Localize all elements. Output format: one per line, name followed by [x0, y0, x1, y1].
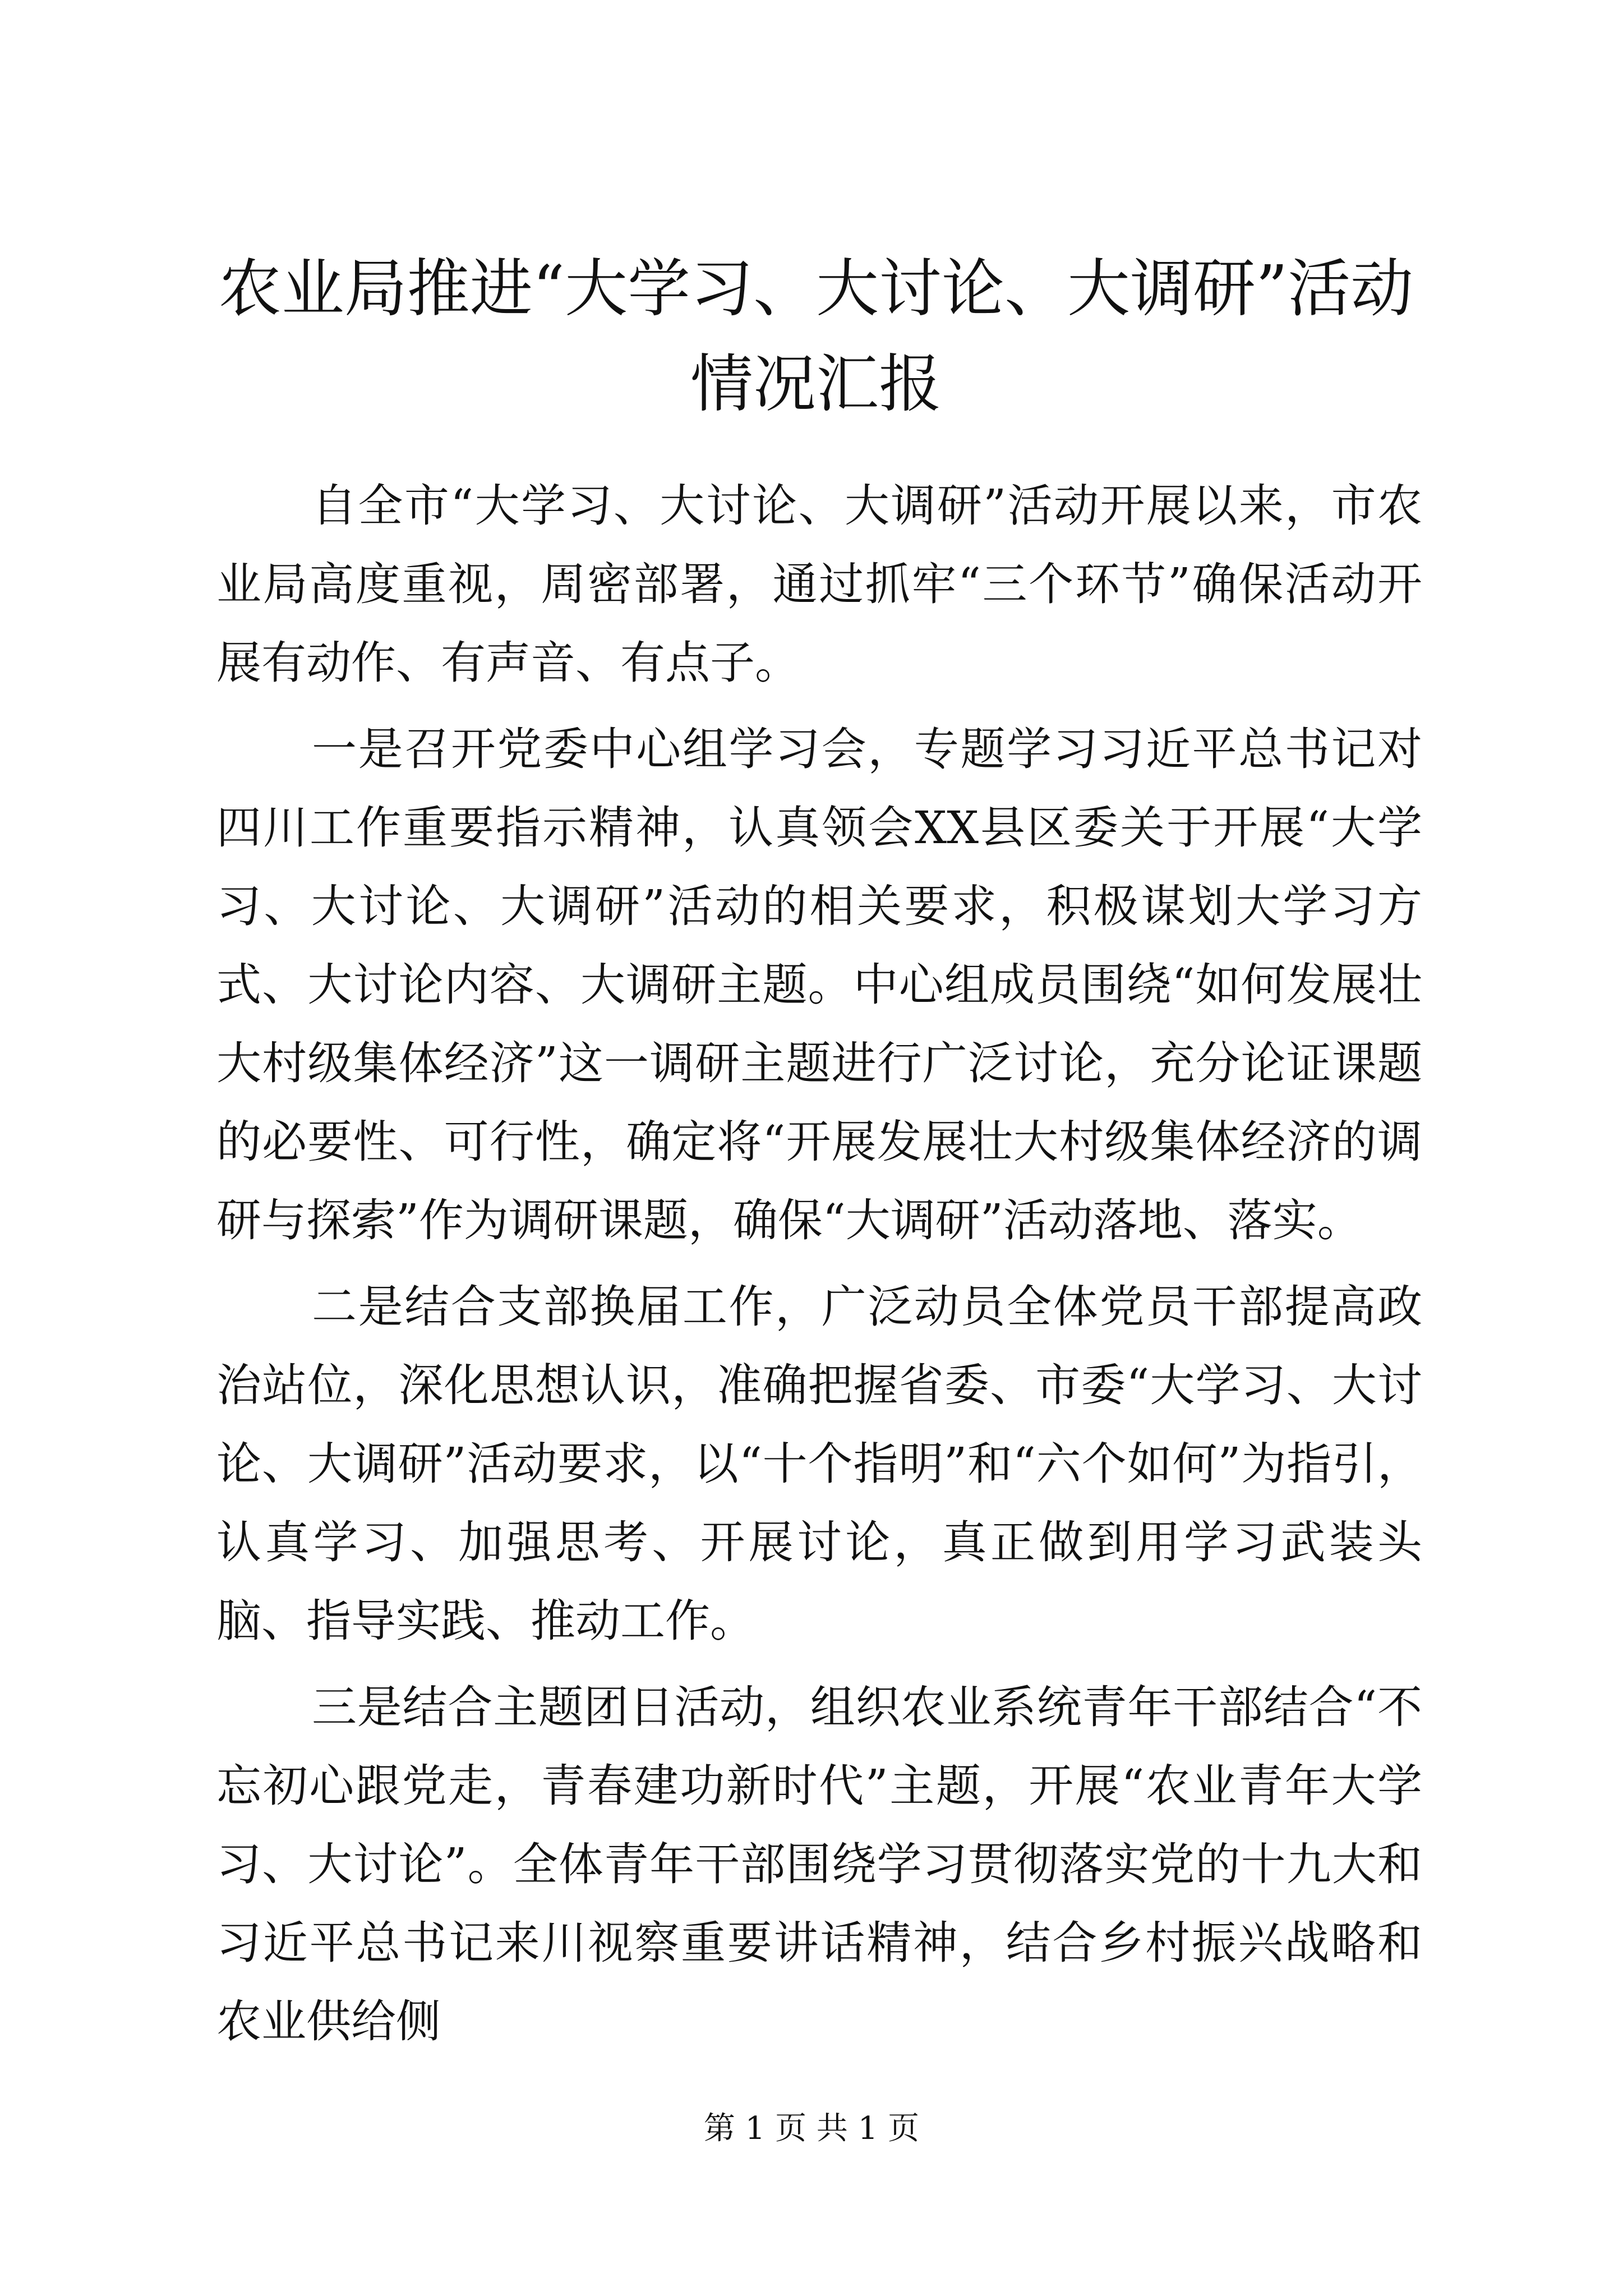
paragraph-two: 二是结合支部换届工作，广泛动员全体党员干部提高政治站位，深化思想认识，准确把握省委、市委“大学习、大讨论、大调研”活动要求，以“十个指明”和“六个如何”为指引，认真学习、加强思考、开展讨论，真正做到用学习武装头脑、指导实践、推动工作。 [216, 1281, 1422, 1647]
title-line-2: 情况汇报 [690, 348, 942, 421]
paragraph-intro: 自全市“大学习、大讨论、大调研”活动开展以来，市农业局高度重视，周密部署，通过抓牢“三个环节”确保活动开展有动作、有声音、有点子。 [216, 480, 1422, 689]
document-title [213, 241, 1419, 432]
paragraph-three: 三是结合主题团日活动，组织农业系统青年干部结合“不忘初心跟党走，青春建功新时代”主题，开展“农业青年大学习、大讨论”。全体青年干部围绕学习贯彻落实党的十九大和习近平总书记来川视察重要讲话精神，结合乡村振兴战略和农业供给侧 [216, 1681, 1422, 2047]
paragraph-one: 一是召开党委中心组学习会，专题学习习近平总书记对四川工作重要指示精神，认真领会XX县区委关于开展“大学习、大讨论、大调研”活动的相关要求，积极谋划大学习方式、大讨论内容、大调研主题。中心组成员围绕“如何发展壮大村级集体经济”这一调研主题进行广泛讨论，充分论证课题的必要性、可行性，确定将“开展发展壮大村级集体经济的调研与探索”作为调研课题，确保“大调研”活动落地、落实。 [216, 723, 1422, 1246]
title-line-1: 农业局推进“大学习、大讨论、大调研”活动 [218, 252, 1414, 325]
document-body [216, 467, 1422, 2069]
page-footer: 第 1 页 共 1 页 [703, 2110, 920, 2147]
